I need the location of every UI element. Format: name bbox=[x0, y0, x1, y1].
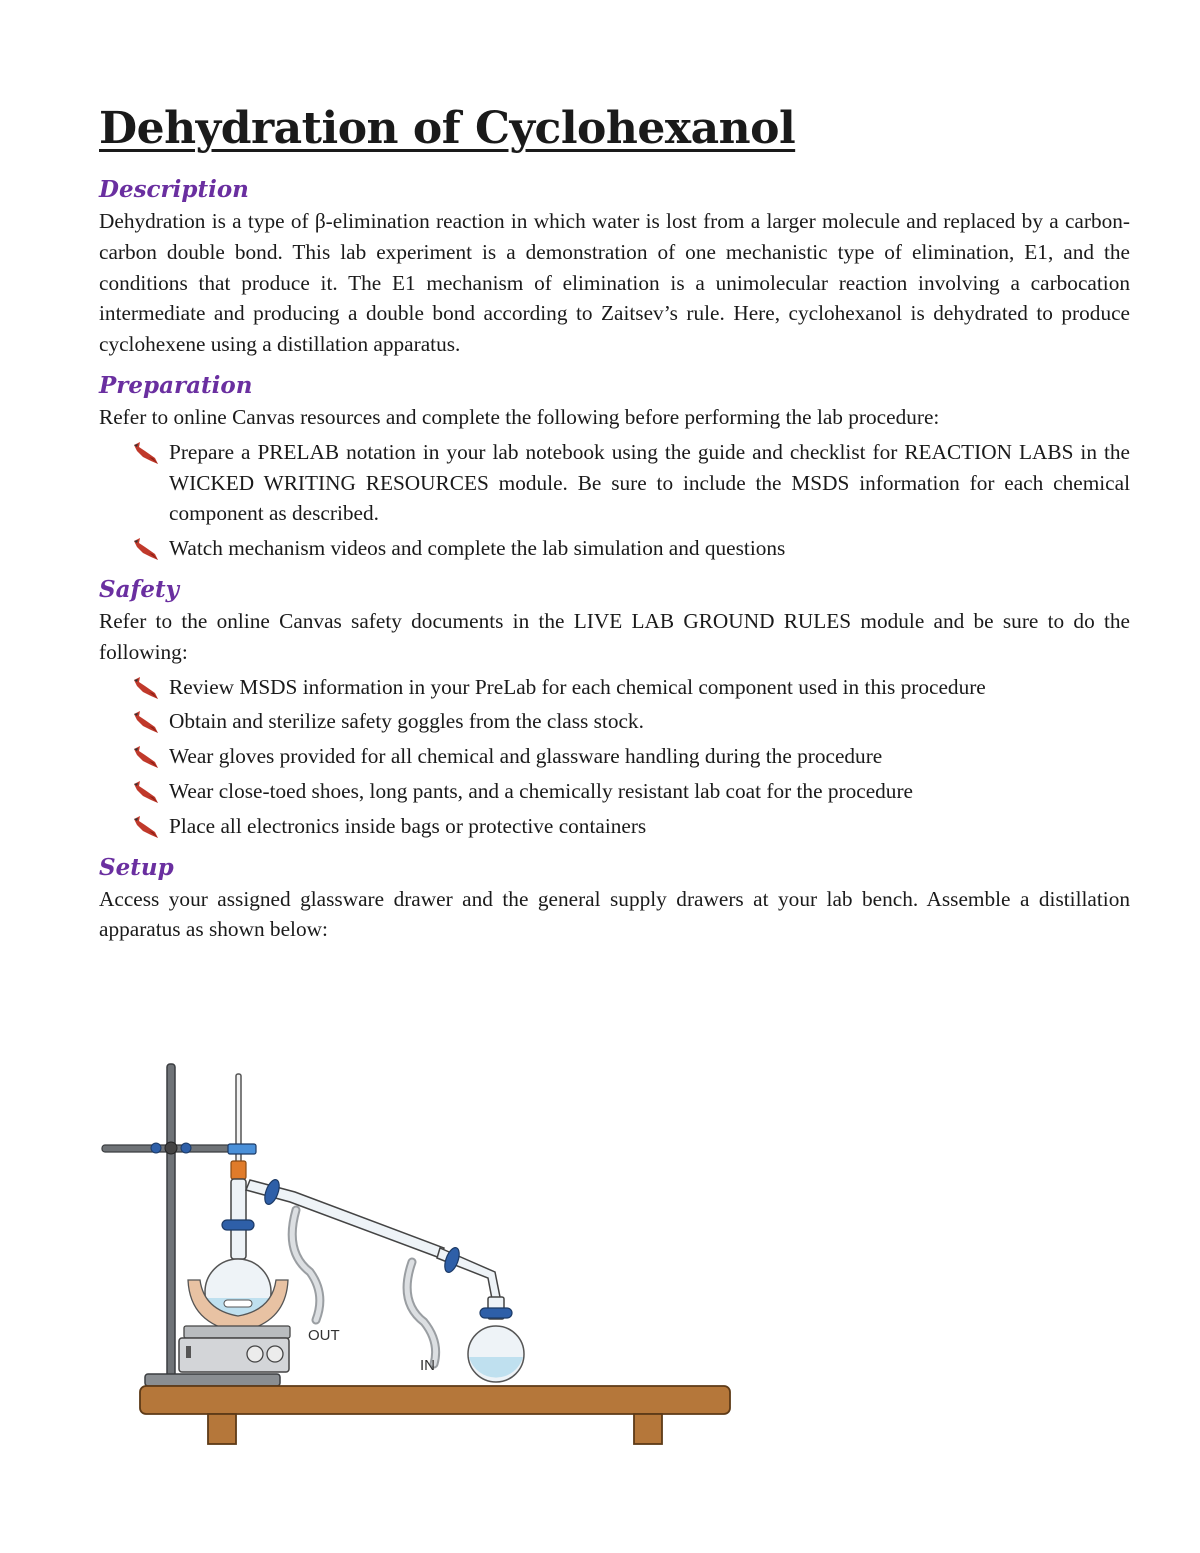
cardinal-bird-icon bbox=[131, 780, 159, 804]
safety-list bbox=[99, 672, 1130, 842]
list-item bbox=[99, 811, 1130, 842]
clamp-knob-joint bbox=[165, 1142, 177, 1154]
distillation-apparatus-figure bbox=[100, 1062, 732, 1450]
stir-plate-knob bbox=[247, 1346, 263, 1362]
ring-stand-rod bbox=[167, 1064, 175, 1382]
setup-text: Access your assigned glassware drawer and the general supply drawers at your lab bench. Assemble a distillation apparatus as shown below: bbox=[99, 886, 1130, 942]
list-item-text: Watch mechanism videos and complete the lab simulation and questions bbox=[169, 536, 786, 561]
description-section bbox=[99, 174, 1130, 360]
page-title: Dehydration of Cyclohexanol bbox=[99, 103, 796, 154]
cardinal-bird-icon bbox=[131, 441, 159, 465]
preparation-section bbox=[99, 370, 1130, 564]
hose-in bbox=[407, 1262, 436, 1364]
setup-heading: Setup bbox=[99, 853, 174, 881]
cardinal-bird-icon bbox=[131, 537, 159, 561]
bench-leg-right bbox=[634, 1414, 662, 1444]
list-item bbox=[99, 672, 1130, 703]
safety-intro: Refer to the online Canvas safety documents in the LIVE LAB GROUND RULES module and be sure to do the following: bbox=[99, 608, 1130, 664]
hose-out-label: OUT bbox=[308, 1327, 340, 1344]
hose-in-label: IN bbox=[420, 1357, 435, 1374]
cardinal-bird-icon bbox=[131, 745, 159, 769]
stir-bar bbox=[224, 1300, 252, 1307]
list-item bbox=[99, 776, 1130, 807]
hose-out bbox=[292, 1210, 320, 1320]
joint-clip bbox=[222, 1220, 254, 1230]
thermometer bbox=[236, 1074, 241, 1174]
list-item-text: Place all electronics inside bags or protective containers bbox=[169, 813, 647, 838]
safety-section bbox=[99, 574, 1130, 842]
stir-plate-top bbox=[184, 1326, 290, 1338]
preparation-list bbox=[99, 437, 1130, 564]
clamp-knob-right bbox=[181, 1143, 191, 1153]
description-heading: Description bbox=[99, 176, 249, 203]
cardinal-bird-icon bbox=[131, 815, 159, 839]
setup-section bbox=[99, 852, 1130, 946]
cardinal-bird-icon bbox=[131, 676, 159, 700]
list-item bbox=[99, 533, 1130, 564]
cardinal-bird-icon bbox=[131, 710, 159, 734]
ring-stand-base bbox=[145, 1374, 280, 1386]
preparation-heading: Preparation bbox=[99, 371, 253, 399]
list-item bbox=[99, 437, 1130, 529]
list-item-text: Wear gloves provided for all chemical and glassware handling during the procedure bbox=[169, 744, 883, 769]
description-text: Dehydration is a type of β-elimination reaction in which water is lost from a larger molecule and replaced by a carbon-carbon double bond. This lab experiment is a demonstration of one mechanistic type of elimination, E1, and the conditions that produce it. The E1 mechanism of elimination is a unimolecular reaction involving a carbocation intermediate and producing a double bond according to Zaitsev’s rule. Here, cyclohexanol is dehydrated to produce cyclohexene using a distillation apparatus. bbox=[99, 209, 1130, 357]
list-item-text: Wear close-toed shoes, long pants, and a chemically resistant lab coat for the procedure bbox=[169, 778, 913, 803]
document-page bbox=[99, 100, 1130, 945]
stir-plate-knob bbox=[267, 1346, 283, 1362]
bench-leg-left bbox=[208, 1414, 236, 1444]
vacuum-adapter bbox=[437, 1248, 500, 1299]
bench-top bbox=[140, 1386, 730, 1414]
thermometer-adapter bbox=[231, 1161, 246, 1179]
safety-heading: Safety bbox=[99, 575, 180, 603]
neck-clip bbox=[228, 1144, 256, 1154]
preparation-intro: Refer to online Canvas resources and complete the following before performing the lab procedure: bbox=[99, 404, 940, 429]
receiver-clip bbox=[480, 1308, 512, 1318]
list-item-text: Obtain and sterilize safety goggles from the class stock. bbox=[169, 709, 644, 734]
list-item-text: Review MSDS information in your PreLab for each chemical component used in this procedure bbox=[169, 674, 986, 699]
list-item bbox=[99, 741, 1130, 772]
distilling-head bbox=[231, 1179, 246, 1259]
list-item bbox=[99, 706, 1130, 737]
clamp-knob-left bbox=[151, 1143, 161, 1153]
stir-plate-switch bbox=[186, 1346, 191, 1358]
list-item-text: Prepare a PRELAB notation in your lab notebook using the guide and checklist for REACTION LABS in the WICKED WRITING RESOURCES module. Be sure to include the MSDS information for each chemical component as described. bbox=[169, 439, 1130, 526]
